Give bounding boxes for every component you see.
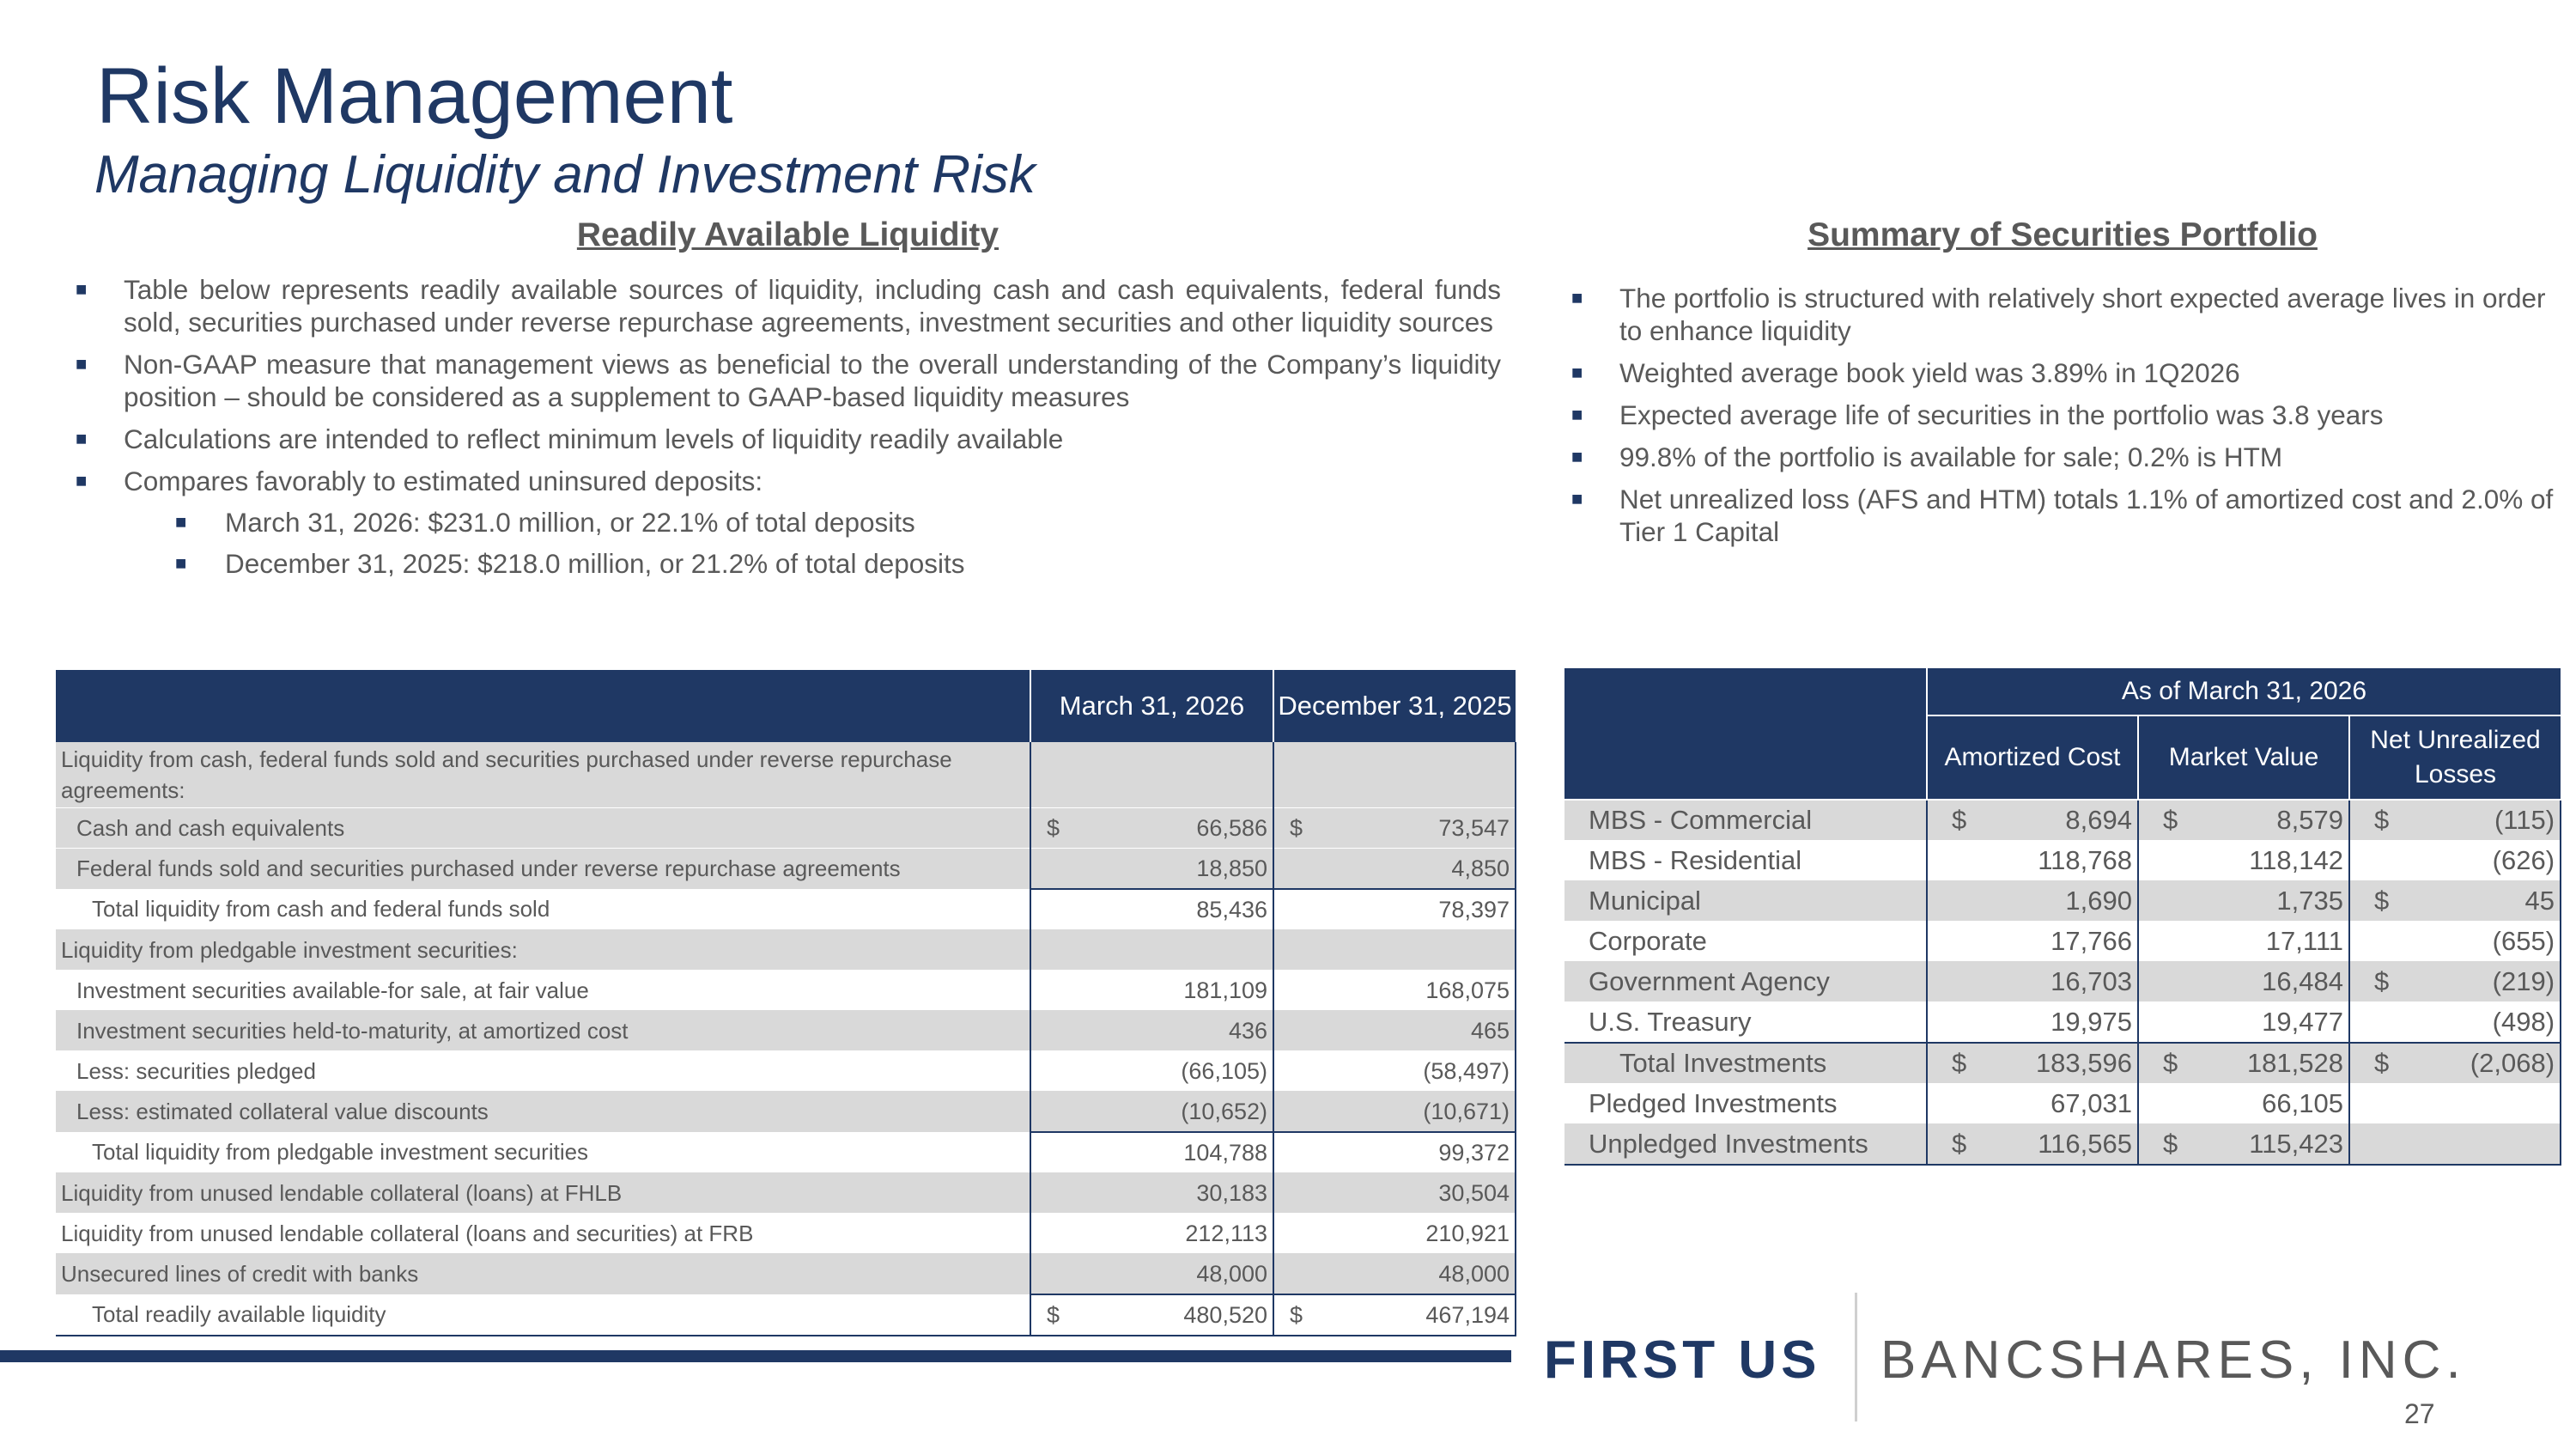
currency-symbol: $ bbox=[2374, 805, 2390, 835]
value-cell bbox=[1927, 881, 2138, 922]
value-cell bbox=[1030, 1092, 1273, 1133]
value-cell bbox=[1273, 808, 1516, 849]
row-label: Government Agency bbox=[1564, 962, 1927, 1002]
table-row bbox=[1564, 962, 2561, 1002]
bullet-square-icon: ■ bbox=[1571, 287, 1583, 308]
cell-value: 45 bbox=[2524, 886, 2555, 916]
securities-table bbox=[1564, 668, 2561, 1166]
currency-symbol: $ bbox=[2374, 886, 2390, 916]
row-label: U.S. Treasury bbox=[1564, 1002, 1927, 1044]
cell-value: 118,768 bbox=[2038, 845, 2132, 875]
table-row bbox=[1564, 922, 2561, 962]
value-cell bbox=[1927, 922, 2138, 962]
table-row bbox=[56, 1294, 1516, 1336]
table-row bbox=[1564, 1084, 2561, 1124]
value-cell bbox=[2138, 881, 2349, 922]
row-label: Investment securities held-to-maturity, at amortized cost bbox=[56, 1011, 1030, 1051]
cell-value: (10,671) bbox=[1423, 1098, 1510, 1124]
liquidity-bullets bbox=[76, 273, 1501, 589]
value-cell bbox=[2349, 922, 2561, 962]
value-cell bbox=[1030, 1011, 1273, 1051]
value-cell bbox=[1273, 1294, 1516, 1336]
cell-value: (58,497) bbox=[1423, 1057, 1510, 1084]
value-cell bbox=[1273, 1214, 1516, 1254]
value-cell bbox=[2349, 800, 2561, 841]
cell-value: (66,105) bbox=[1181, 1057, 1267, 1084]
bullet-square-icon: ■ bbox=[175, 511, 187, 533]
table-row bbox=[56, 742, 1516, 808]
value-cell bbox=[1273, 742, 1516, 808]
value-cell bbox=[1273, 1092, 1516, 1133]
currency-symbol: $ bbox=[1952, 1048, 1967, 1078]
value-cell bbox=[2138, 962, 2349, 1002]
table-row bbox=[56, 1173, 1516, 1214]
value-cell bbox=[1030, 808, 1273, 849]
bullet-square-icon: ■ bbox=[76, 278, 88, 300]
cell-value: 8,579 bbox=[2276, 805, 2343, 835]
bullet-square-icon: ■ bbox=[1571, 488, 1583, 509]
value-cell bbox=[1030, 742, 1273, 808]
table-row bbox=[56, 1132, 1516, 1173]
currency-symbol: $ bbox=[2163, 805, 2178, 835]
bullet-square-icon: ■ bbox=[1571, 362, 1583, 383]
cell-value: 436 bbox=[1228, 1017, 1267, 1044]
value-cell bbox=[1273, 1051, 1516, 1092]
table-row bbox=[56, 971, 1516, 1011]
cell-value: 18,850 bbox=[1196, 855, 1267, 881]
value-cell bbox=[2349, 1084, 2561, 1124]
table-header-blank bbox=[1564, 668, 1927, 800]
bullet-square-icon: ■ bbox=[76, 470, 88, 491]
slide-title: Risk Management bbox=[96, 52, 733, 140]
value-cell bbox=[2349, 962, 2561, 1002]
bullet-square-icon: ■ bbox=[1571, 446, 1583, 467]
value-cell bbox=[1927, 1002, 2138, 1044]
bullet-item: ■ Non-GAAP measure that management views as beneficial to the overall understanding of the Company’s liquidity position – should be considered as a supplement to GAAP-based liquidity measures bbox=[76, 349, 1501, 412]
value-cell bbox=[1927, 1084, 2138, 1124]
value-cell bbox=[1030, 889, 1273, 930]
value-cell bbox=[1030, 1173, 1273, 1214]
value-cell bbox=[1273, 1011, 1516, 1051]
row-label: Total readily available liquidity bbox=[56, 1294, 1030, 1336]
company-logo-bancshares: BANCSHARES, INC. bbox=[1880, 1330, 2466, 1390]
slide-subtitle: Managing Liquidity and Investment Risk bbox=[94, 145, 1036, 204]
liquidity-heading: Readily Available Liquidity bbox=[576, 216, 999, 253]
row-label: Liquidity from pledgable investment securities: bbox=[56, 930, 1030, 971]
currency-symbol: $ bbox=[1047, 814, 1060, 841]
currency-symbol: $ bbox=[1952, 805, 1967, 835]
row-label: Municipal bbox=[1564, 881, 1927, 922]
currency-symbol: $ bbox=[2374, 1048, 2390, 1078]
table-header-cell: December 31, 2025 bbox=[1273, 670, 1516, 742]
table-row bbox=[1564, 841, 2561, 881]
table-row bbox=[56, 889, 1516, 930]
securities-bullets bbox=[1571, 282, 2574, 557]
value-cell bbox=[2138, 922, 2349, 962]
table-header-cell: Net Unrealized Losses bbox=[2349, 715, 2561, 800]
cell-value: 85,436 bbox=[1196, 896, 1267, 922]
table-row bbox=[56, 1254, 1516, 1295]
row-label: Less: estimated collateral value discounts bbox=[56, 1092, 1030, 1133]
cell-value: (2,068) bbox=[2470, 1048, 2555, 1078]
value-cell bbox=[1273, 971, 1516, 1011]
value-cell bbox=[1030, 1051, 1273, 1092]
bullet-item: ■ Expected average life of securities in the portfolio was 3.8 years bbox=[1571, 399, 2384, 430]
cell-value: 181,109 bbox=[1183, 977, 1267, 1003]
value-cell bbox=[1030, 1132, 1273, 1173]
value-cell bbox=[1030, 971, 1273, 1011]
cell-value: (219) bbox=[2492, 966, 2555, 996]
cell-value: 181,528 bbox=[2246, 1048, 2343, 1078]
cell-value: 116,565 bbox=[2038, 1129, 2132, 1159]
cell-value: 66,586 bbox=[1196, 814, 1267, 841]
cell-value: 118,142 bbox=[2249, 845, 2343, 875]
cell-value: (10,652) bbox=[1181, 1098, 1267, 1124]
value-cell bbox=[1030, 1294, 1273, 1336]
table-row bbox=[1564, 1043, 2561, 1084]
value-cell bbox=[1273, 849, 1516, 890]
bullet-item: ■ The portfolio is structured with relatively short expected average lives in order to enhance liquidity bbox=[1571, 283, 2546, 346]
cell-value: 467,194 bbox=[1425, 1301, 1510, 1328]
value-cell bbox=[1927, 1043, 2138, 1084]
bullet-item: ■ Compares favorably to estimated uninsured deposits: ■ March 31, 2026: $231.0 million, or 22.1% of total deposits ■ December 31, 2025: $218.0 million, or 21.2% of total deposits bbox=[76, 465, 1501, 580]
value-cell bbox=[1927, 800, 2138, 841]
cell-value: 183,596 bbox=[2035, 1048, 2132, 1078]
table-group-header: As of March 31, 2026 bbox=[1927, 668, 2561, 715]
bullet-square-icon: ■ bbox=[175, 552, 187, 574]
cell-value: 48,000 bbox=[1438, 1260, 1510, 1287]
cell-value: 73,547 bbox=[1438, 814, 1510, 841]
table-row bbox=[56, 808, 1516, 849]
currency-symbol: $ bbox=[2163, 1048, 2178, 1078]
bullet-item: ■ Table below represents readily available sources of liquidity, including cash and cash equivalents, federal funds sold, securities purchased under reverse repurchase agreements, investment securities and other liquidity sources bbox=[76, 274, 1501, 338]
cell-value: 1,735 bbox=[2276, 886, 2343, 916]
row-label: Corporate bbox=[1564, 922, 1927, 962]
cell-value: 17,111 bbox=[2265, 926, 2343, 956]
row-label: Liquidity from unused lendable collateral (loans and securities) at FRB bbox=[56, 1214, 1030, 1254]
bullet-item: ■ 99.8% of the portfolio is available for sale; 0.2% is HTM bbox=[1571, 441, 2283, 472]
row-label: Liquidity from cash, federal funds sold and securities purchased under reverse repurchase agreements: bbox=[56, 742, 1030, 808]
row-label: Investment securities available-for sale, at fair value bbox=[56, 971, 1030, 1011]
securities-heading: Summary of Securities Portfolio bbox=[1807, 216, 2318, 253]
value-cell bbox=[1273, 889, 1516, 930]
cell-value: 4,850 bbox=[1451, 855, 1510, 881]
cell-value: (498) bbox=[2492, 1007, 2555, 1037]
value-cell bbox=[2349, 1124, 2561, 1166]
value-cell bbox=[1273, 1173, 1516, 1214]
cell-value: 66,105 bbox=[2262, 1088, 2343, 1118]
row-label: MBS - Residential bbox=[1564, 841, 1927, 881]
cell-value: 19,477 bbox=[2262, 1007, 2343, 1037]
cell-value: 16,484 bbox=[2262, 966, 2343, 996]
cell-value: (115) bbox=[2494, 805, 2555, 835]
table-row bbox=[56, 1011, 1516, 1051]
bullet-item: ■ Weighted average book yield was 3.89% in 1Q2026 bbox=[1571, 357, 2240, 388]
row-label: Liquidity from unused lendable collateral (loans) at FHLB bbox=[56, 1173, 1030, 1214]
cell-value: 210,921 bbox=[1425, 1220, 1510, 1246]
bullet-square-icon: ■ bbox=[76, 353, 88, 374]
cell-value: 168,075 bbox=[1425, 977, 1510, 1003]
table-header-row bbox=[1564, 668, 2561, 715]
table-header-cell: Amortized Cost bbox=[1927, 715, 2138, 800]
currency-symbol: $ bbox=[2374, 966, 2390, 996]
value-cell bbox=[2138, 1043, 2349, 1084]
cell-value: (626) bbox=[2492, 845, 2555, 875]
cell-value: 67,031 bbox=[2050, 1088, 2132, 1118]
row-label: Federal funds sold and securities purchased under reverse repurchase agreements bbox=[56, 849, 1030, 890]
currency-symbol: $ bbox=[1290, 814, 1303, 841]
table-row bbox=[1564, 800, 2561, 841]
value-cell bbox=[1927, 841, 2138, 881]
value-cell bbox=[2138, 1124, 2349, 1166]
currency-symbol: $ bbox=[1290, 1301, 1303, 1328]
value-cell bbox=[2138, 841, 2349, 881]
value-cell bbox=[1030, 849, 1273, 890]
table-row bbox=[1564, 881, 2561, 922]
table-row bbox=[56, 930, 1516, 971]
cell-value: 480,520 bbox=[1183, 1301, 1267, 1328]
row-label: Less: securities pledged bbox=[56, 1051, 1030, 1092]
bullet-square-icon: ■ bbox=[76, 428, 88, 449]
currency-symbol: $ bbox=[1952, 1129, 1967, 1159]
currency-symbol: $ bbox=[2163, 1129, 2178, 1159]
cell-value: 99,372 bbox=[1438, 1139, 1510, 1166]
cell-value: 115,423 bbox=[2249, 1129, 2343, 1159]
value-cell bbox=[1273, 1132, 1516, 1173]
cell-value: 17,766 bbox=[2050, 926, 2132, 956]
value-cell bbox=[2349, 1002, 2561, 1044]
cell-value: 1,690 bbox=[2065, 886, 2132, 916]
cell-value: 30,504 bbox=[1438, 1179, 1510, 1206]
table-row bbox=[56, 1214, 1516, 1254]
logo-divider bbox=[1855, 1293, 1857, 1422]
value-cell bbox=[2349, 1043, 2561, 1084]
sub-bullet-item: ■ March 31, 2026: $231.0 million, or 22.1% of total deposits bbox=[175, 507, 915, 538]
table-row bbox=[1564, 1002, 2561, 1044]
company-logo-first-us: FIRST US bbox=[1544, 1330, 1821, 1390]
row-label: MBS - Commercial bbox=[1564, 800, 1927, 841]
value-cell bbox=[1927, 962, 2138, 1002]
value-cell bbox=[2138, 1084, 2349, 1124]
row-label: Total liquidity from cash and federal funds sold bbox=[56, 889, 1030, 930]
sub-bullet-item: ■ December 31, 2025: $218.0 million, or 21.2% of total deposits bbox=[175, 548, 965, 579]
row-label: Unpledged Investments bbox=[1564, 1124, 1927, 1166]
value-cell bbox=[2349, 881, 2561, 922]
cell-value: 30,183 bbox=[1196, 1179, 1267, 1206]
currency-symbol: $ bbox=[1047, 1301, 1060, 1328]
row-label: Cash and cash equivalents bbox=[56, 808, 1030, 849]
table-row bbox=[56, 849, 1516, 890]
bullet-item: ■ Net unrealized loss (AFS and HTM) totals 1.1% of amortized cost and 2.0% of Tier 1 Capital bbox=[1571, 484, 2554, 547]
row-label: Total Investments bbox=[1564, 1043, 1927, 1084]
row-label: Unsecured lines of credit with banks bbox=[56, 1254, 1030, 1295]
table-row bbox=[1564, 1124, 2561, 1166]
cell-value: 78,397 bbox=[1438, 896, 1510, 922]
cell-value: 16,703 bbox=[2050, 966, 2132, 996]
table-header-row bbox=[56, 670, 1516, 742]
value-cell bbox=[1030, 930, 1273, 971]
value-cell bbox=[1927, 1124, 2138, 1166]
table-row bbox=[56, 1092, 1516, 1133]
value-cell bbox=[1030, 1214, 1273, 1254]
value-cell bbox=[1273, 930, 1516, 971]
page-number: 27 bbox=[2404, 1398, 2435, 1429]
bullet-square-icon: ■ bbox=[1571, 404, 1583, 425]
table-row bbox=[56, 1051, 1516, 1092]
value-cell bbox=[2349, 841, 2561, 881]
liquidity-table bbox=[56, 670, 1516, 1336]
row-label: Total liquidity from pledgable investment securities bbox=[56, 1132, 1030, 1173]
cell-value: 48,000 bbox=[1196, 1260, 1267, 1287]
cell-value: 8,694 bbox=[2065, 805, 2132, 835]
table-header-cell: Market Value bbox=[2138, 715, 2349, 800]
cell-value: (655) bbox=[2492, 926, 2555, 956]
value-cell bbox=[1030, 1254, 1273, 1295]
value-cell bbox=[2138, 800, 2349, 841]
cell-value: 104,788 bbox=[1183, 1139, 1267, 1166]
value-cell bbox=[2138, 1002, 2349, 1044]
row-label: Pledged Investments bbox=[1564, 1084, 1927, 1124]
footer-bar bbox=[0, 1350, 1511, 1362]
table-header-blank bbox=[56, 670, 1030, 742]
cell-value: 212,113 bbox=[1185, 1220, 1267, 1246]
value-cell bbox=[1273, 1254, 1516, 1295]
cell-value: 19,975 bbox=[2050, 1007, 2132, 1037]
table-header-cell: March 31, 2026 bbox=[1030, 670, 1273, 742]
cell-value: 465 bbox=[1470, 1017, 1510, 1044]
bullet-item: ■ Calculations are intended to reflect minimum levels of liquidity readily available bbox=[76, 423, 1064, 454]
